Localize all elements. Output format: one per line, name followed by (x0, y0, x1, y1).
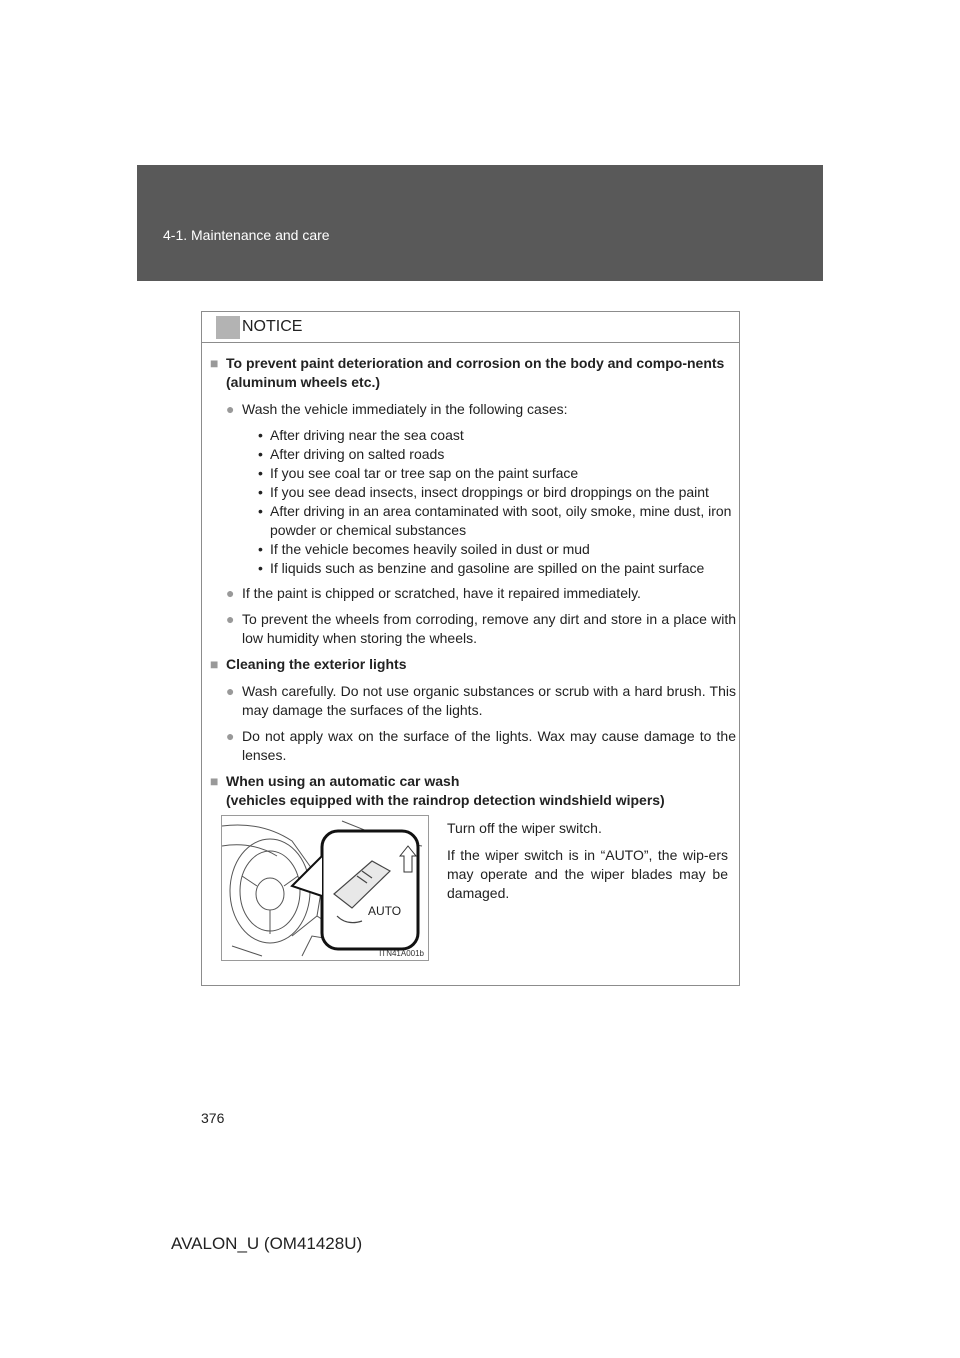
section-heading-paint: ■ To prevent paint deterioration and corrosion on the body and compo-nents (aluminum wheels etc.) (210, 355, 725, 390)
notice-body (210, 354, 736, 818)
section-heading-car-wash: ■ When using an automatic car wash (vehicles equipped with the raindrop detection windshield wipers) (210, 773, 665, 808)
section-title: 4-1. Maintenance and care (163, 227, 330, 243)
page-number: 376 (201, 1110, 225, 1126)
circle-bullet-icon: ● (226, 683, 235, 699)
circle-bullet-icon: ● (226, 728, 235, 744)
list-item: • After driving on salted roads (258, 446, 445, 462)
wash-cases-list (210, 426, 736, 578)
circle-bullet-icon: ● (226, 401, 235, 417)
list-item: • After driving in an area contaminated with soot, oily smoke, mine dust, iron powder or chemical substances (258, 503, 732, 538)
notice-header (202, 312, 739, 343)
instruction-auto-warning: If the wiper switch is in “AUTO”, the wip-ers may operate and the wiper blades may be damaged. (447, 847, 728, 901)
point-no-wax: ● Do not apply wax on the surface of the lights. Wax may cause damage to the lenses. (226, 728, 736, 763)
car-wash-instructions (447, 819, 728, 911)
manual-id: AVALON_U (OM41428U) (171, 1234, 363, 1253)
list-item: • If liquids such as benzine and gasoline are spilled on the paint surface (258, 560, 705, 576)
square-bullet-icon: ■ (210, 773, 219, 789)
list-item: • If you see dead insects, insect droppings or bird droppings on the paint (258, 484, 709, 500)
circle-bullet-icon: ● (226, 585, 235, 601)
section-heading-lights: ■ Cleaning the exterior lights (210, 656, 407, 672)
list-item: • After driving near the sea coast (258, 427, 464, 443)
circle-bullet-icon: ● (226, 611, 235, 627)
notice-box (201, 311, 740, 986)
point-paint-chipped: ● If the paint is chipped or scratched, have it repaired immediately. (226, 585, 641, 601)
auto-label: AUTO (368, 904, 402, 918)
notice-tab-icon (216, 316, 240, 339)
steering-wiper-drawing (222, 816, 429, 961)
list-item: • If the vehicle becomes heavily soiled in dust or mud (258, 541, 590, 557)
point-wash-immediately: ● Wash the vehicle immediately in the following cases: (226, 401, 568, 417)
figure-code: ITN41A001b (379, 949, 424, 958)
notice-title: NOTICE (242, 318, 303, 335)
square-bullet-icon: ■ (210, 355, 219, 371)
wiper-switch-illustration (221, 815, 429, 961)
header-band (137, 165, 823, 281)
square-bullet-icon: ■ (210, 656, 219, 672)
instruction-turn-off: Turn off the wiper switch. (447, 820, 602, 836)
point-wash-carefully: ● Wash carefully. Do not use organic substances or scrub with a hard brush. This may damage the surfaces of the lights. (226, 683, 736, 718)
point-wheels-corroding: ● To prevent the wheels from corroding, remove any dirt and store in a place with low humidity when storing the wheels. (226, 611, 736, 646)
list-item: • If you see coal tar or tree sap on the paint surface (258, 465, 579, 481)
